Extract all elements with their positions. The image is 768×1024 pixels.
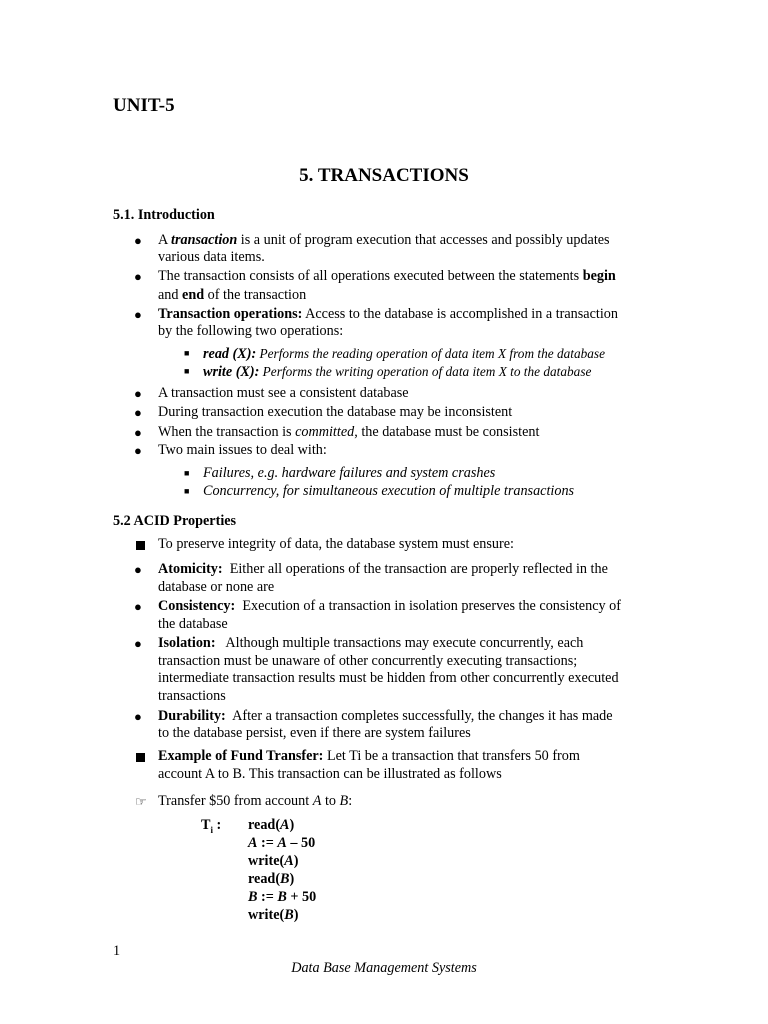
list-item-cont: various data items.	[158, 249, 265, 265]
page-footer: Data Base Management Systems	[291, 960, 477, 976]
square-bullet-icon: ■	[184, 348, 190, 358]
code-line: read(B)	[248, 871, 295, 887]
bullet-icon: ●	[134, 599, 142, 614]
code-line: read(A)	[248, 817, 295, 833]
list-item-example: Example of Fund Transfer: Let Ti be a transaction that transfers 50 from	[158, 748, 580, 764]
list-item-durability: Durability: After a transaction completes successfully, the changes it has made	[158, 708, 613, 724]
list-item: During transaction execution the database may be inconsistent	[158, 404, 513, 420]
list-item-cont: transaction must be unaware of other concurrently executing transactions;	[158, 653, 578, 669]
transaction-label: $T_i$ :	[201, 817, 222, 835]
transfer-line: Transfer $50 from account A to B:	[158, 793, 353, 809]
sub-list-item: Failures, e.g. hardware failures and system crashes	[203, 465, 496, 481]
bullet-icon: ●	[134, 269, 142, 284]
bullet-icon: ●	[134, 443, 142, 458]
code-line: write(A)	[248, 853, 299, 869]
list-item: When the transaction is committed, the database must be consistent	[158, 424, 540, 440]
code-line: A := A – 50	[248, 835, 316, 851]
square-bullet-icon: ■	[184, 366, 190, 376]
list-item-isolation: Isolation: Although multiple transactions may execute concurrently, each	[158, 635, 584, 651]
square-bullet-icon: ■	[184, 486, 190, 496]
bullet-icon: ●	[134, 307, 142, 322]
section-title-introduction: 5.1. Introduction	[113, 207, 215, 223]
list-item-cont: the database	[158, 616, 228, 632]
list-item-cont: intermediate transaction results must be hidden from other concurrently executed	[158, 670, 619, 686]
bullet-icon: ●	[134, 405, 142, 420]
sub-list-item: Concurrency, for simultaneous execution of multiple transactions	[203, 483, 575, 499]
list-item-cont: database or none are	[158, 579, 275, 595]
code-line: write(B)	[248, 907, 299, 923]
chapter-title: 5. TRANSACTIONS	[299, 165, 469, 186]
list-item: A transaction must see a consistent database	[158, 385, 409, 401]
list-item-consistency: Consistency: Execution of a transaction in isolation preserves the consistency of	[158, 598, 621, 614]
code-line: B := B + 50	[248, 889, 317, 905]
list-item-cont: to the database persist, even if there are system failures	[158, 725, 471, 741]
list-item-cont: and end of the transaction	[158, 287, 307, 303]
list-item-atomicity: Atomicity: Either all operations of the transaction are properly reflected in the	[158, 561, 608, 577]
list-item: To preserve integrity of data, the database system must ensure:	[158, 536, 514, 552]
bullet-icon: ●	[134, 636, 142, 651]
bullet-icon: ●	[134, 425, 142, 440]
bullet-icon: ●	[134, 386, 142, 401]
page-number: 1	[113, 943, 121, 959]
list-item: The transaction consists of all operations executed between the statements begin	[158, 268, 616, 284]
sub-list-item: read (X): Performs the reading operation of data item X from the database	[203, 346, 605, 362]
unit-heading: UNIT-5	[113, 95, 175, 116]
list-item-cont: by the following two operations:	[158, 323, 344, 339]
bullet-icon: ●	[134, 709, 142, 724]
list-item: Two main issues to deal with:	[158, 442, 327, 458]
sub-list-item: write (X): Performs the writing operation of data item X to the database	[203, 364, 592, 380]
bullet-icon: ●	[134, 233, 142, 248]
section-title-acid: 5.2 ACID Properties	[113, 513, 237, 529]
square-bullet-icon	[136, 753, 145, 762]
list-item: Transaction operations: Access to the database is accomplished in a transaction	[158, 306, 618, 322]
square-bullet-icon: ■	[184, 468, 190, 478]
list-item-cont: transactions	[158, 688, 226, 704]
bullet-icon: ●	[134, 562, 142, 577]
square-bullet-icon	[136, 541, 145, 550]
list-item: A transaction is a unit of program execution that accesses and possibly updates	[158, 232, 610, 248]
pointing-hand-icon: ☞	[135, 794, 147, 809]
list-item-cont: account A to B. This transaction can be illustrated as follows	[158, 766, 502, 782]
